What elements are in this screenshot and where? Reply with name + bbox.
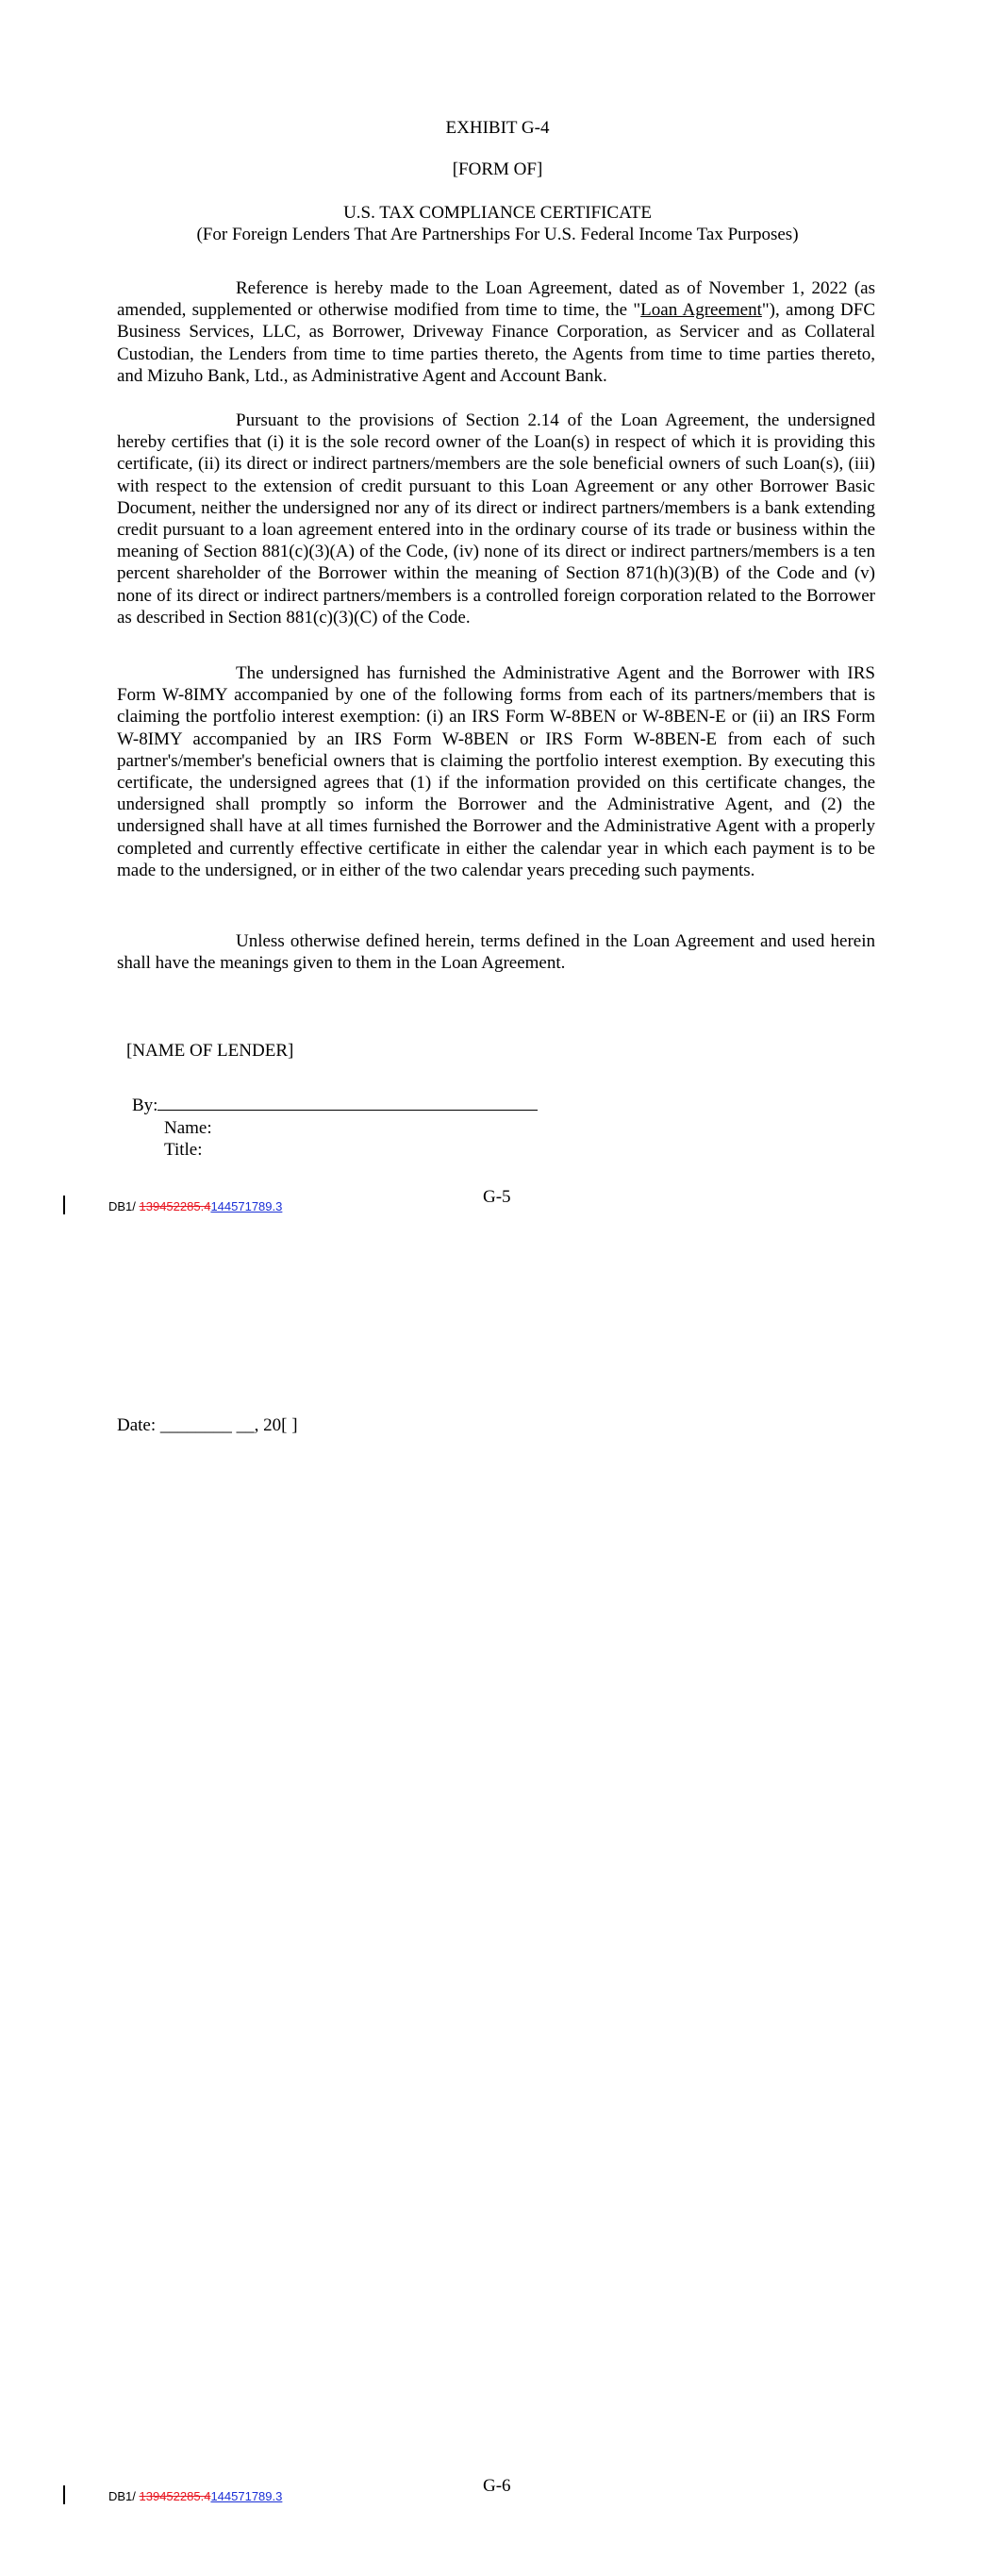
signature-name-label: Name: <box>164 1118 212 1138</box>
date-line: Date: ________ __, 20[ ] <box>117 1415 298 1435</box>
page-number: G-5 <box>483 1187 511 1207</box>
inserted-doc-number: 144571789.3 <box>210 2489 283 2503</box>
exhibit-heading: EXHIBIT G-4 <box>445 118 550 138</box>
paragraph-certification: Pursuant to the provisions of Section 2.14 of the Loan Agreement, the undersigned hereby certifies that (i) it is the sole record owner of the Loan(s) in respect of which it is providing this certificate, (ii) its direct or indirect partners/members are the sole beneficial owners of such Loan(s), (iii) with respect to the extension of credit pursuant to this Loan Agreement or any other Borrower Basic Document, neither the undersigned nor any of its direct or indirect partners/members is a bank extending credit pursuant to a loan agreement entered into in the ordinary course of its trade or business within the meaning of Section 881(c)(3)(A) of the Code, (iv) none of its direct or indirect partners/members is a ten percent shareholder of the Borrower within the meaning of Section 871(h)(3)(B) of the Code and (v) none of its direct or indirect partners/members is a controlled foreign corporation related to the Borrower as described in Section 881(c)(3)(C) of the Code. <box>117 410 875 627</box>
signature-by-line: By: <box>132 1095 538 1116</box>
deleted-doc-number: 139452285.4 <box>139 1199 211 1213</box>
change-bar <box>63 2485 65 2504</box>
deleted-doc-number: 139452285.4 <box>139 2489 211 2503</box>
loan-agreement-term: Loan Agreement <box>640 300 762 321</box>
page-number: G-6 <box>483 2476 511 2496</box>
change-bar <box>63 1196 65 1214</box>
certificate-subtitle: (For Foreign Lenders That Are Partnerships For U.S. Federal Income Tax Purposes) <box>196 225 799 244</box>
paragraph-reference: Reference is hereby made to the Loan Agreement, dated as of November 1, 2022 (as amended, supplemented or otherwise modified from time to time, the "Loan Agreement"), among DFC Business Services, LLC, as Borrower, Driveway Finance Corporation, as Servicer and as Collateral Custodian, the Lenders from time to time parties thereto, the Agents from time to time parties thereto, and Mizuho Bank, Ltd., as Administrative Agent and Account Bank. <box>117 278 875 386</box>
signature-underline <box>158 1095 538 1111</box>
signature-title-label: Title: <box>164 1140 203 1160</box>
paragraph-forms: The undersigned has furnished the Administrative Agent and the Borrower with IRS Form W-8IMY accompanied by one of the following forms from each of its partners/members that is claiming the portfolio interest exemption: (i) an IRS Form W-8BEN or W-8BEN-E or (ii) an IRS Form W-8IMY accompanied by an IRS Form W-8BEN or IRS Form W-8BEN-E from each of such partner's/member's beneficial owners that is claiming the portfolio interest exemption. By executing this certificate, the undersigned agrees that (1) if the information provided on this certificate changes, the undersigned shall promptly so inform the Borrower and the Administrative Agent, and (2) the undersigned shall have at all times furnished the Borrower and the Administrative Agent with a properly completed and currently effective certificate in either the calendar year in which each payment is to be made to the undersigned, or in either of the two calendar years preceding such payments. <box>117 663 875 880</box>
document-id-footer: DB1/ 139452285.4144571789.3 <box>108 2489 283 2503</box>
lender-name-placeholder: [NAME OF LENDER] <box>126 1041 294 1061</box>
certificate-title: U.S. TAX COMPLIANCE CERTIFICATE <box>343 203 652 223</box>
paragraph-definitions: Unless otherwise defined herein, terms defined in the Loan Agreement and used herein shall have the meanings given to them in the Loan Agreement. <box>117 931 875 974</box>
inserted-doc-number: 144571789.3 <box>210 1199 283 1213</box>
document-id-footer: DB1/ 139452285.4144571789.3 <box>108 1199 283 1213</box>
form-of-label: [FORM OF] <box>452 159 543 179</box>
